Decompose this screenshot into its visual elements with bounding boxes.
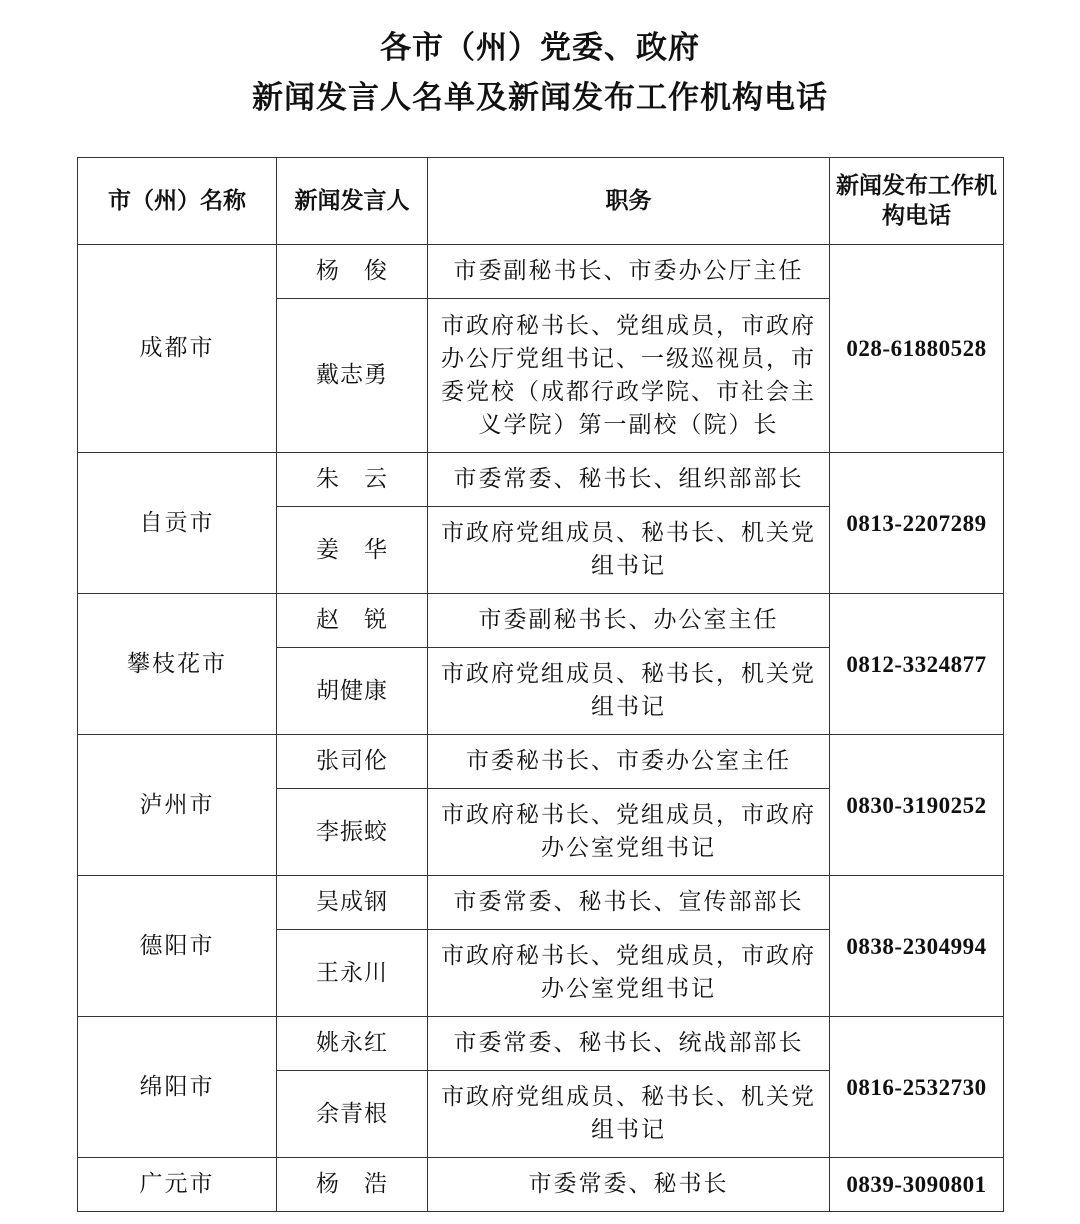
table-row — [78, 594, 1004, 648]
header-phone: 新闻发布工作机构电话 — [830, 158, 1004, 245]
speaker-cell: 张司伦 — [277, 735, 428, 789]
speaker-cell: 胡健康 — [277, 648, 428, 735]
phone-cell: 0830-3190252 — [830, 735, 1004, 876]
position-cell: 市委常委、秘书长、组织部部长 — [428, 453, 830, 507]
speaker-cell: 杨 俊 — [277, 245, 428, 299]
city-cell: 成都市 — [78, 245, 277, 453]
position-cell: 市委常委、秘书长 — [428, 1158, 830, 1212]
header-city: 市（州）名称 — [78, 158, 277, 245]
city-cell: 攀枝花市 — [78, 594, 277, 735]
speaker-cell: 朱 云 — [277, 453, 428, 507]
city-cell: 广元市 — [78, 1158, 277, 1212]
speaker-cell: 戴志勇 — [277, 299, 428, 453]
speaker-cell: 余青根 — [277, 1071, 428, 1158]
header-position: 职务 — [428, 158, 830, 245]
speaker-cell: 王永川 — [277, 930, 428, 1017]
table-row — [78, 245, 1004, 299]
page-title: 各市（州）党委、政府 — [380, 30, 700, 66]
city-cell: 自贡市 — [78, 453, 277, 594]
header-speaker: 新闻发言人 — [277, 158, 428, 245]
position-cell: 市政府秘书长、党组成员，市政府办公室党组书记 — [428, 930, 830, 1017]
page-subtitle: 新闻发言人名单及新闻发布工作机构电话 — [252, 80, 828, 116]
position-cell: 市委副秘书长、办公室主任 — [428, 594, 830, 648]
position-cell: 市政府党组成员、秘书长、机关党组书记 — [428, 507, 830, 594]
table-row — [78, 876, 1004, 930]
position-cell: 市委秘书长、市委办公室主任 — [428, 735, 830, 789]
phone-cell: 0816-2532730 — [830, 1017, 1004, 1158]
table-row — [78, 1017, 1004, 1071]
spokesperson-table — [77, 157, 1004, 1212]
speaker-cell: 姜 华 — [277, 507, 428, 594]
position-cell: 市委常委、秘书长、宣传部部长 — [428, 876, 830, 930]
phone-cell: 0812-3324877 — [830, 594, 1004, 735]
position-cell: 市政府党组成员、秘书长，机关党组书记 — [428, 648, 830, 735]
speaker-cell: 杨 浩 — [277, 1158, 428, 1212]
position-cell: 市委副秘书长、市委办公厅主任 — [428, 245, 830, 299]
phone-cell: 0813-2207289 — [830, 453, 1004, 594]
speaker-cell: 赵 锐 — [277, 594, 428, 648]
speaker-cell: 姚永红 — [277, 1017, 428, 1071]
city-cell: 德阳市 — [78, 876, 277, 1017]
city-cell: 绵阳市 — [78, 1017, 277, 1158]
table-row — [78, 735, 1004, 789]
speaker-cell: 李振蛟 — [277, 789, 428, 876]
table-row — [78, 453, 1004, 507]
city-cell: 泸州市 — [78, 735, 277, 876]
phone-cell: 0838-2304994 — [830, 876, 1004, 1017]
phone-cell: 0839-3090801 — [830, 1158, 1004, 1212]
position-cell: 市政府秘书长、党组成员，市政府办公厅党组书记、一级巡视员，市委党校（成都行政学院、市社会主义学院）第一副校（院）长 — [428, 299, 830, 453]
speaker-cell: 吴成钢 — [277, 876, 428, 930]
table-row — [78, 1158, 1004, 1212]
phone-cell: 028-61880528 — [830, 245, 1004, 453]
position-cell: 市政府秘书长、党组成员，市政府办公室党组书记 — [428, 789, 830, 876]
position-cell: 市政府党组成员、秘书长、机关党组书记 — [428, 1071, 830, 1158]
position-cell: 市委常委、秘书长、统战部部长 — [428, 1017, 830, 1071]
